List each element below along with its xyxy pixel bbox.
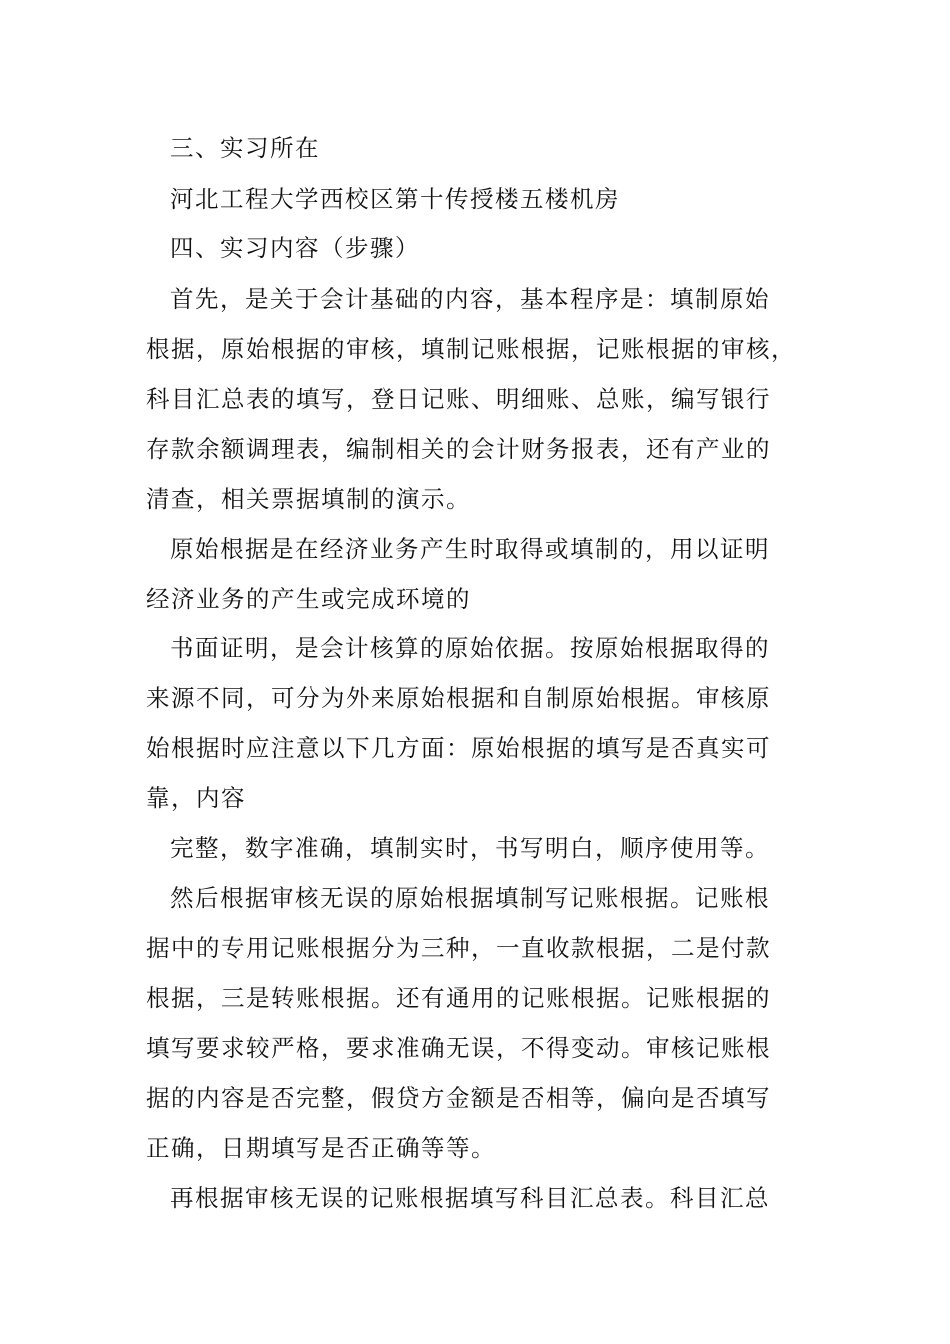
- text-line: 然后根据审核无误的原始根据填制写记账根据。记账根: [170, 884, 770, 912]
- text-line: 据中的专用记账根据分为三种，一直收款根据，二是付款: [146, 934, 771, 962]
- text-line: 再根据审核无误的记账根据填写科目汇总表。科目汇总: [170, 1184, 770, 1212]
- text-line: 原始根据是在经济业务产生时取得或填制的，用以证明: [170, 535, 770, 563]
- text-line: 填写要求较严格，要求准确无误，不得变动。审核记账根: [146, 1034, 771, 1062]
- text-line: 存款余额调理表，编制相关的会计财务报表，还有产业的: [146, 435, 771, 463]
- text-line: 靠，内容: [146, 784, 246, 812]
- text-line: 河北工程大学西校区第十传授楼五楼机房: [170, 185, 620, 213]
- text-line: 据的内容是否完整，假贷方金额是否相等，偏向是否填写: [146, 1084, 771, 1112]
- text-line: 正确，日期填写是否正确等等。: [146, 1134, 496, 1162]
- text-line: 始根据时应注意以下几方面：原始根据的填写是否真实可: [146, 734, 771, 762]
- text-line: 根据，原始根据的审核，填制记账根据，记账根据的审核，: [146, 335, 796, 363]
- text-line: 经济业务的产生或完成环境的: [146, 585, 471, 613]
- text-line: 来源不同，可分为外来原始根据和自制原始根据。审核原: [146, 684, 771, 712]
- section-heading-4: 四、实习内容（步骤）: [170, 234, 420, 262]
- text-line: 书面证明，是会计核算的原始依据。按原始根据取得的: [170, 634, 770, 662]
- text-line: 根据，三是转账根据。还有通用的记账根据。记账根据的: [146, 984, 771, 1012]
- section-heading-3: 三、实习所在: [170, 134, 320, 162]
- text-line: 首先，是关于会计基础的内容，基本程序是：填制原始: [170, 285, 770, 313]
- text-line: 科目汇总表的填写，登日记账、明细账、总账，编写银行: [146, 385, 771, 413]
- text-line: 完整，数字准确，填制实时，书写明白，顺序使用等。: [170, 834, 770, 862]
- text-line: 清查，相关票据填制的演示。: [146, 485, 471, 513]
